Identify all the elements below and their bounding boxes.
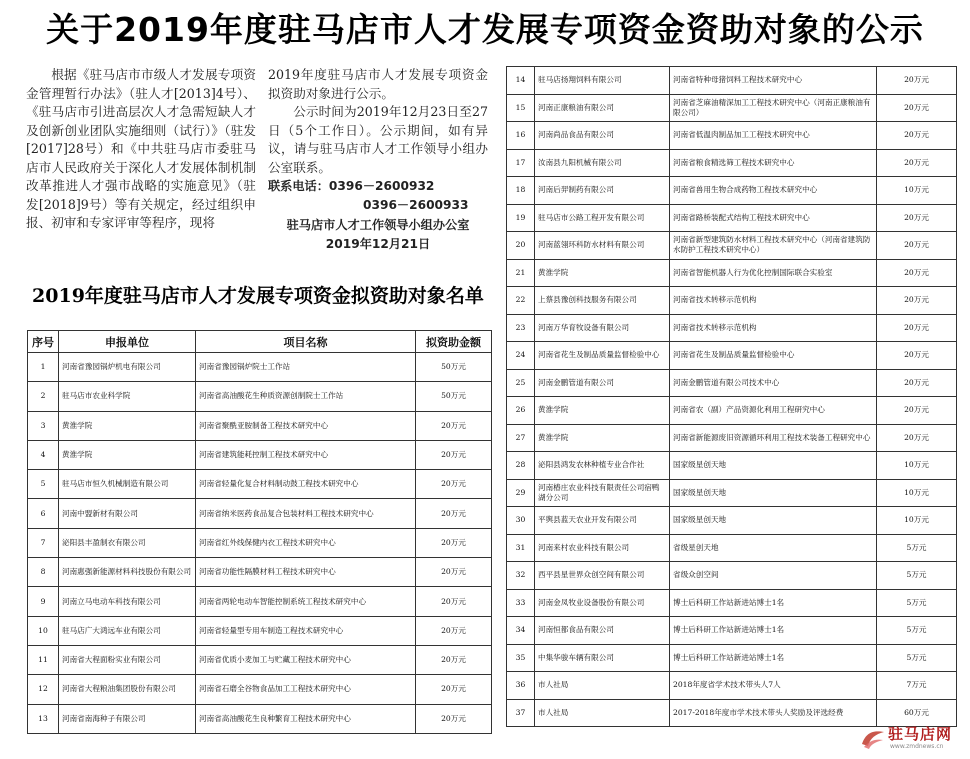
- row-number: 11: [28, 645, 59, 674]
- row-number: 8: [28, 558, 59, 587]
- row-unit: 河南省南海种子有限公司: [59, 704, 196, 733]
- issuing-office: 驻马店市人才工作领导小组办公室: [286, 218, 470, 232]
- row-amount: 7万元: [877, 672, 957, 700]
- row-unit: 驻马店市公路工程开发有限公司: [535, 204, 670, 232]
- table-row: [507, 342, 957, 370]
- table-row: [28, 440, 492, 469]
- row-number: 21: [507, 259, 535, 287]
- row-unit: 河南立马电动车科技有限公司: [59, 587, 196, 616]
- table-row: [507, 644, 957, 672]
- row-project: 河南省石磨全谷物食品加工工程技术研究中心: [196, 675, 416, 704]
- row-unit: 河南后羿制药有限公司: [535, 177, 670, 205]
- row-amount: 20万元: [416, 528, 492, 557]
- notice-column-2: [268, 66, 488, 253]
- issue-date: 2019年12月21日: [325, 236, 431, 251]
- row-unit: 河南省豫园锅炉机电有限公司: [59, 353, 196, 382]
- row-project: 省级星创天地: [670, 534, 877, 562]
- funding-table-right: [506, 66, 957, 727]
- row-unit: 黄淮学院: [535, 259, 670, 287]
- row-project: 河南省花生及制品质量监督检验中心: [670, 342, 877, 370]
- row-unit: 河南省大程粮油集团股份有限公司: [59, 675, 196, 704]
- row-number: 28: [507, 452, 535, 480]
- row-unit: 河南万华育牧设备有限公司: [535, 314, 670, 342]
- row-unit: 黄淮学院: [59, 440, 196, 469]
- table-row: [507, 562, 957, 590]
- row-amount: 5万元: [877, 562, 957, 590]
- row-number: 10: [28, 616, 59, 645]
- row-amount: 10万元: [877, 479, 957, 507]
- row-number: 2: [28, 382, 59, 411]
- row-number: 29: [507, 479, 535, 507]
- row-unit: 黄淮学院: [535, 397, 670, 425]
- table-row: [507, 232, 957, 260]
- row-unit: 河南中盟新材有限公司: [59, 499, 196, 528]
- row-amount: 10万元: [877, 177, 957, 205]
- row-number: 9: [28, 587, 59, 616]
- row-unit: 河南省花生及制品质量监督检验中心: [535, 342, 670, 370]
- row-amount: 20万元: [416, 470, 492, 499]
- row-number: 17: [507, 149, 535, 177]
- row-amount: 20万元: [877, 424, 957, 452]
- row-amount: 20万元: [416, 499, 492, 528]
- row-project: 河南省轻量型专用车制造工程技术研究中心: [196, 616, 416, 645]
- table-row: [507, 699, 957, 727]
- row-amount: 20万元: [416, 558, 492, 587]
- row-project: 博士后科研工作站新进站博士1名: [670, 617, 877, 645]
- table-row: [28, 558, 492, 587]
- row-unit: 河南金凤牧业设备股份有限公司: [535, 589, 670, 617]
- table-row: [28, 411, 492, 440]
- row-amount: 5万元: [877, 589, 957, 617]
- row-project: 河南省粮食精选筛工程技术研究中心: [670, 149, 877, 177]
- row-number: 26: [507, 397, 535, 425]
- table-row: [507, 397, 957, 425]
- row-number: 3: [28, 411, 59, 440]
- row-unit: 平舆县蓝天农业开发有限公司: [535, 507, 670, 535]
- notice-paragraph: 根据《驻马店市市级人才发展专项资金管理暂行办法》（驻人才[2013]4号）、《驻马店市引进高层次人才急需短缺人才及创新创业团队实施细则（试行）》（驻发[2017]28号）和《中共驻马店市委驻马店市人民政府关于深化人才发展体制机制改革推进人才强市战略的实施意见》（驻发[2018]9号）等有关规定，经过组织申报、初审和专家评审等程序，现将: [26, 67, 256, 230]
- table-row: [507, 479, 957, 507]
- row-amount: 20万元: [416, 675, 492, 704]
- row-project: 河南省低温肉制品加工工程技术研究中心: [670, 122, 877, 150]
- row-number: 18: [507, 177, 535, 205]
- row-number: 20: [507, 232, 535, 260]
- row-amount: 20万元: [416, 616, 492, 645]
- row-project: 河南省新能源废旧资源循环利用工程技术装备工程研究中心: [670, 424, 877, 452]
- table-row: [507, 149, 957, 177]
- row-unit: 河南蓝翎环科防水材料有限公司: [535, 232, 670, 260]
- row-amount: 20万元: [416, 587, 492, 616]
- row-project: 河南省功能性隔膜材料工程技术研究中心: [196, 558, 416, 587]
- row-number: 14: [507, 67, 535, 95]
- row-unit: 市人社局: [535, 699, 670, 727]
- row-project: 河南省新型建筑防水材料工程技术研究中心（河南省建筑防水防护工程技术研究中心）: [670, 232, 877, 260]
- row-project: 2017-2018年度市学术技术带头人奖励及评选经费: [670, 699, 877, 727]
- row-number: 33: [507, 589, 535, 617]
- header-no: 序号: [28, 331, 59, 353]
- header-project: 项目名称: [196, 331, 416, 353]
- row-unit: 泌阳县丰盈制衣有限公司: [59, 528, 196, 557]
- row-amount: 20万元: [877, 204, 957, 232]
- row-unit: 河南惠强新能源材料科技股份有限公司: [59, 558, 196, 587]
- row-number: 7: [28, 528, 59, 557]
- row-number: 5: [28, 470, 59, 499]
- table-row: [28, 616, 492, 645]
- table-row: [507, 534, 957, 562]
- table-row: [507, 287, 957, 315]
- row-project: 河南省高油酸花生良种繁育工程技术研究中心: [196, 704, 416, 733]
- row-project: 河南省建筑能耗控制工程技术研究中心: [196, 440, 416, 469]
- row-amount: 20万元: [416, 440, 492, 469]
- row-number: 37: [507, 699, 535, 727]
- row-unit: 黄淮学院: [535, 424, 670, 452]
- table-row: [507, 369, 957, 397]
- table-row: [507, 177, 957, 205]
- row-amount: 10万元: [877, 507, 957, 535]
- row-number: 23: [507, 314, 535, 342]
- row-unit: 中集华骏车辆有限公司: [535, 644, 670, 672]
- row-amount: 20万元: [877, 397, 957, 425]
- row-unit: 市人社局: [535, 672, 670, 700]
- row-amount: 5万元: [877, 644, 957, 672]
- table-row: [28, 499, 492, 528]
- row-number: 35: [507, 644, 535, 672]
- header-unit: 申报单位: [59, 331, 196, 353]
- row-project: 2018年度省学术技术带头人7人: [670, 672, 877, 700]
- table-row: [28, 704, 492, 733]
- row-number: 32: [507, 562, 535, 590]
- table-row: [507, 507, 957, 535]
- site-watermark: [860, 724, 964, 754]
- row-number: 1: [28, 353, 59, 382]
- row-project: 国家级星创天地: [670, 479, 877, 507]
- row-project: 河南省优质小麦加工与贮藏工程技术研究中心: [196, 645, 416, 674]
- table-row: [507, 617, 957, 645]
- row-amount: 60万元: [877, 699, 957, 727]
- row-amount: 20万元: [416, 704, 492, 733]
- row-amount: 20万元: [877, 67, 957, 95]
- table-row: [507, 672, 957, 700]
- row-amount: 20万元: [877, 287, 957, 315]
- table-row: [507, 314, 957, 342]
- row-amount: 20万元: [877, 369, 957, 397]
- notice-column-1: [26, 66, 256, 233]
- row-number: 24: [507, 342, 535, 370]
- row-unit: 驻马店市恒久机械制造有限公司: [59, 470, 196, 499]
- row-number: 25: [507, 369, 535, 397]
- row-amount: 20万元: [416, 411, 492, 440]
- row-number: 27: [507, 424, 535, 452]
- row-number: 31: [507, 534, 535, 562]
- row-number: 30: [507, 507, 535, 535]
- row-number: 15: [507, 94, 535, 122]
- header-amount: 拟资助金额: [416, 331, 492, 353]
- table-row: [507, 67, 957, 95]
- table-row: [28, 470, 492, 499]
- row-project: 河南省技术转移示范机构: [670, 314, 877, 342]
- row-unit: 河南正康粮油有限公司: [535, 94, 670, 122]
- table-header-row: [28, 331, 492, 353]
- row-unit: 河南尚品食品有限公司: [535, 122, 670, 150]
- row-unit: 驻马店扬翔饲料有限公司: [535, 67, 670, 95]
- row-unit: 驻马店市农业科学院: [59, 382, 196, 411]
- row-number: 22: [507, 287, 535, 315]
- table-row: [507, 122, 957, 150]
- watermark-name: 驻马店网: [888, 725, 953, 743]
- row-project: 河南省两轮电动车智能控制系统工程技术研究中心: [196, 587, 416, 616]
- contact-phone: 联系电话：0396－2600932: [268, 179, 435, 193]
- row-project: 河南省农（副）产品资源化利用工程研究中心: [670, 397, 877, 425]
- row-amount: 10万元: [877, 452, 957, 480]
- table-row: [28, 382, 492, 411]
- row-amount: 20万元: [877, 314, 957, 342]
- table-row: [507, 452, 957, 480]
- row-number: 36: [507, 672, 535, 700]
- table-row: [507, 589, 957, 617]
- row-amount: 20万元: [877, 94, 957, 122]
- row-project: 国家级星创天地: [670, 507, 877, 535]
- row-unit: 西平县星世界众创空间有限公司: [535, 562, 670, 590]
- row-unit: 泌阳县鸿发农林种植专业合作社: [535, 452, 670, 480]
- row-unit: 河南金鹏管道有限公司: [535, 369, 670, 397]
- row-amount: 50万元: [416, 353, 492, 382]
- row-number: 4: [28, 440, 59, 469]
- row-unit: 汝南县九阳机械有限公司: [535, 149, 670, 177]
- row-amount: 5万元: [877, 617, 957, 645]
- row-number: 6: [28, 499, 59, 528]
- list-title: 2019年度驻马店市人才发展专项资金拟资助对象名单: [32, 285, 484, 307]
- row-amount: 50万元: [416, 382, 492, 411]
- table-row: [507, 424, 957, 452]
- notice-continuation: 2019年度驻马店市人才发展专项资金拟资助对象进行公示。: [268, 67, 488, 101]
- row-number: 13: [28, 704, 59, 733]
- table-row: [28, 675, 492, 704]
- contact-phone-2: 0396－2600933: [363, 197, 469, 212]
- row-project: 河南省高油酸花生种质资源创制院士工作站: [196, 382, 416, 411]
- row-project: 河南省轻量化复合材料制动鼓工程技术研究中心: [196, 470, 416, 499]
- row-amount: 5万元: [877, 534, 957, 562]
- row-amount: 20万元: [877, 232, 957, 260]
- row-unit: 黄淮学院: [59, 411, 196, 440]
- row-project: 河南省芝麻油精深加工工程技术研究中心（河南正康粮油有限公司）: [670, 94, 877, 122]
- row-unit: 河南恒都食品有限公司: [535, 617, 670, 645]
- row-project: 河南省技术转移示范机构: [670, 287, 877, 315]
- row-amount: 20万元: [877, 122, 957, 150]
- row-amount: 20万元: [416, 645, 492, 674]
- notice-period: 公示时间为2019年12月23日至27日（5个工作日）。公示期间，如有异议，请与驻马店市人才工作领导小组办公室联系。: [268, 104, 488, 175]
- table-row: [507, 94, 957, 122]
- row-project: 河南省智能机器人行为优化控制国际联合实验室: [670, 259, 877, 287]
- row-amount: 20万元: [877, 259, 957, 287]
- row-project: 博士后科研工作站新进站博士1名: [670, 644, 877, 672]
- row-amount: 20万元: [877, 342, 957, 370]
- row-unit: 河南椿庄农业科技有限责任公司宿鸭湖分公司: [535, 479, 670, 507]
- row-project: 博士后科研工作站新进站博士1名: [670, 589, 877, 617]
- row-project: 河南省兽用生物合成药物工程技术研究中心: [670, 177, 877, 205]
- row-number: 16: [507, 122, 535, 150]
- table-row: [507, 259, 957, 287]
- funding-table-left: [27, 330, 492, 734]
- table-row: [28, 353, 492, 382]
- row-number: 34: [507, 617, 535, 645]
- row-unit: 驻马店广大鸿远车业有限公司: [59, 616, 196, 645]
- row-project: 河南省聚酰亚胺制备工程技术研究中心: [196, 411, 416, 440]
- row-project: 国家级星创天地: [670, 452, 877, 480]
- row-project: 河南金鹏管道有限公司技术中心: [670, 369, 877, 397]
- row-unit: 河南来村农业科技有限公司: [535, 534, 670, 562]
- table-row: [507, 204, 957, 232]
- row-amount: 20万元: [877, 149, 957, 177]
- row-unit: 上蔡县豫创科技服务有限公司: [535, 287, 670, 315]
- table-row: [28, 587, 492, 616]
- row-project: 河南省路桥装配式结构工程技术研究中心: [670, 204, 877, 232]
- watermark-url: www.zmdnews.cn: [890, 743, 944, 750]
- row-unit: 河南省大程面粉实业有限公司: [59, 645, 196, 674]
- table-row: [28, 528, 492, 557]
- row-project: 河南省红外线保健内衣工程技术研究中心: [196, 528, 416, 557]
- table-row: [28, 645, 492, 674]
- row-project: 河南省特种母猪饲料工程技术研究中心: [670, 67, 877, 95]
- row-number: 19: [507, 204, 535, 232]
- page-headline: 关于2019年度驻马店市人才发展专项资金资助对象的公示: [46, 10, 924, 49]
- row-project: 河南省豫园锅炉院士工作站: [196, 353, 416, 382]
- row-project: 河南省纳米医药食品复合包装材料工程技术研究中心: [196, 499, 416, 528]
- row-number: 12: [28, 675, 59, 704]
- row-project: 省级众创空间: [670, 562, 877, 590]
- red-ribbon-logo-icon: [860, 726, 886, 750]
